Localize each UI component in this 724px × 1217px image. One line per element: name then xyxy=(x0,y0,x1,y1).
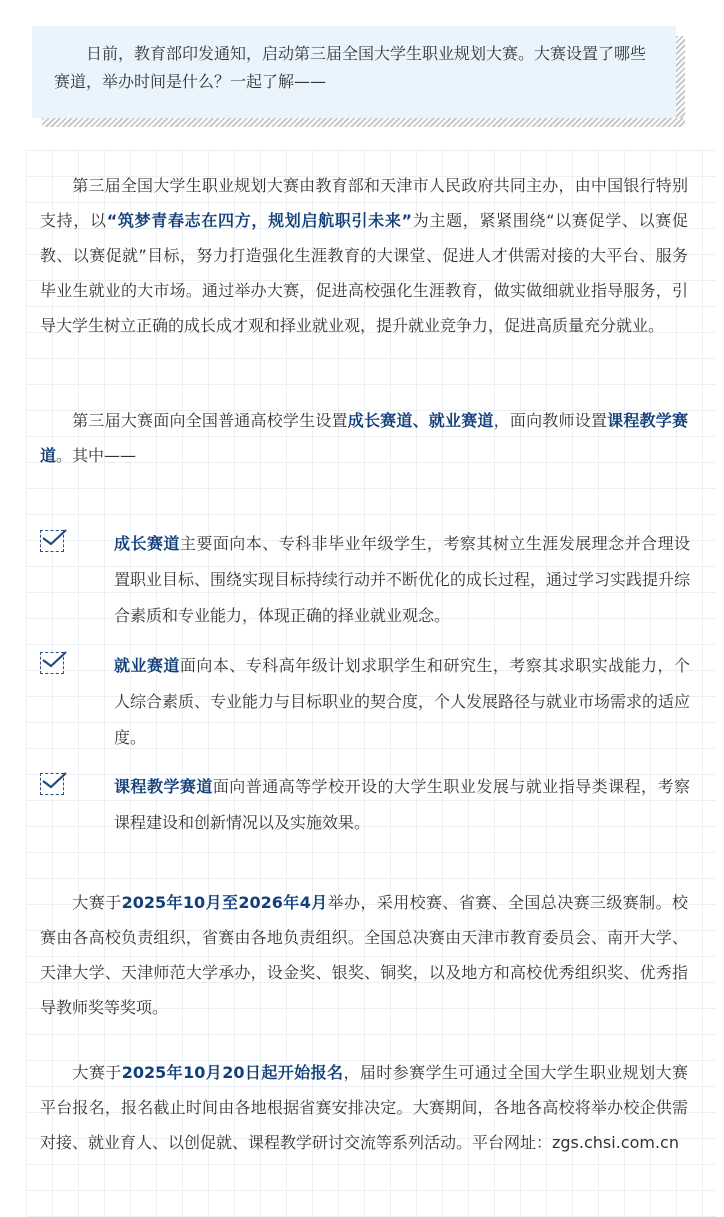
track-description: 主要面向本、专科非毕业年级学生，考察其树立生涯发展理念并合理设置职业目标、围绕实现目标持续行动并不断优化的成长过程，通过学习实践提升综合素质和专业能力，体现正确的择业就业观念。 xyxy=(114,534,691,625)
paragraph-text: 大赛于 xyxy=(72,893,122,912)
registration-date-highlight: 2025年10月20日起开始报名 xyxy=(121,1063,344,1082)
paragraph-organizers xyxy=(40,168,688,343)
paragraph-text: 举办，采用校赛、省赛、全国总决赛三级赛制。校赛由各高校负责组织，省赛由各地负责组织。全国总决赛由天津市教育委员会、南开大学、天津大学、天津师范大学承办，设金奖、银奖、铜奖，以及地方和高校优秀组织奖、优秀指导教师奖等奖项。 xyxy=(40,893,688,1017)
paragraph-tracks xyxy=(40,403,688,473)
paragraph-text: 大赛于 xyxy=(72,1063,122,1082)
paragraph-text: 第三届全国大学生职业规划大赛由教育部和天津市人民政府共同主办，由中国银行特别支持，以 xyxy=(40,176,688,230)
track-description: 面向本、专科高年级计划求职学生和研究生，考察其求职实战能力，个人综合素质、专业能力与目标职业的契合度，个人发展路径与就业市场需求的适应度。 xyxy=(114,656,691,747)
track-item-course xyxy=(114,769,690,841)
track-title: 就业赛道 xyxy=(114,656,180,675)
checkbox-check-icon xyxy=(40,530,64,552)
paragraph-text: 。其中—— xyxy=(56,446,137,465)
paragraph-text: 第三届大赛面向全国普通高校学生设置 xyxy=(72,411,348,430)
track-item-employment xyxy=(114,648,690,756)
checkbox-check-icon xyxy=(40,773,64,795)
paragraph-text: 为主题，紧紧围绕“以赛促学、以赛促教、以赛促就”目标，努力打造强化生涯教育的大课堂、促进人才供需对接的大平台、服务毕业生就业的大市场。通过举办大赛，促进高校强化生涯教育，做实做细就业指导服务，引导大学生树立正确的成长成才观和择业就业观，提升就业竞争力，促进高质量充分就业。 xyxy=(40,211,688,335)
track-description: 面向普通高等学校开设的大学生职业发展与就业指导类课程，考察课程建设和创新情况以及实施效果。 xyxy=(114,777,690,832)
intro-text: 日前，教育部印发通知，启动第三届全国大学生职业规划大赛。大赛设置了哪些赛道，举办时间是什么？一起了解—— xyxy=(54,44,647,91)
theme-highlight: “筑梦青春志在四方，规划启航职引未来” xyxy=(106,211,413,230)
track-title: 课程教学赛道 xyxy=(114,777,213,796)
student-tracks-highlight: 成长赛道、就业赛道 xyxy=(347,411,494,430)
teacher-track-highlight: 课程教学赛道 xyxy=(40,411,688,465)
track-title: 成长赛道 xyxy=(114,534,180,553)
checkbox-check-icon xyxy=(40,652,64,674)
dates-highlight: 2025年10月至2026年4月 xyxy=(121,893,328,912)
paragraph-schedule xyxy=(40,885,688,1025)
paragraph-text: ，面向教师设置 xyxy=(493,411,608,430)
intro-box xyxy=(32,26,676,118)
intro-box-hatched-shadow xyxy=(42,118,685,127)
track-item-growth xyxy=(114,526,690,634)
intro-box-hatched-shadow xyxy=(676,36,685,126)
paragraph-registration xyxy=(40,1055,688,1160)
paragraph-text: ，届时参赛学生可通过全国大学生职业规划大赛平台报名，报名截止时间由各地根据省赛安排决定。大赛期间，各地各高校将举办校企供需对接、就业育人、以创促就、课程教学研讨交流等系列活动。平台网址：zgs.chsi.com.cn xyxy=(40,1063,688,1152)
